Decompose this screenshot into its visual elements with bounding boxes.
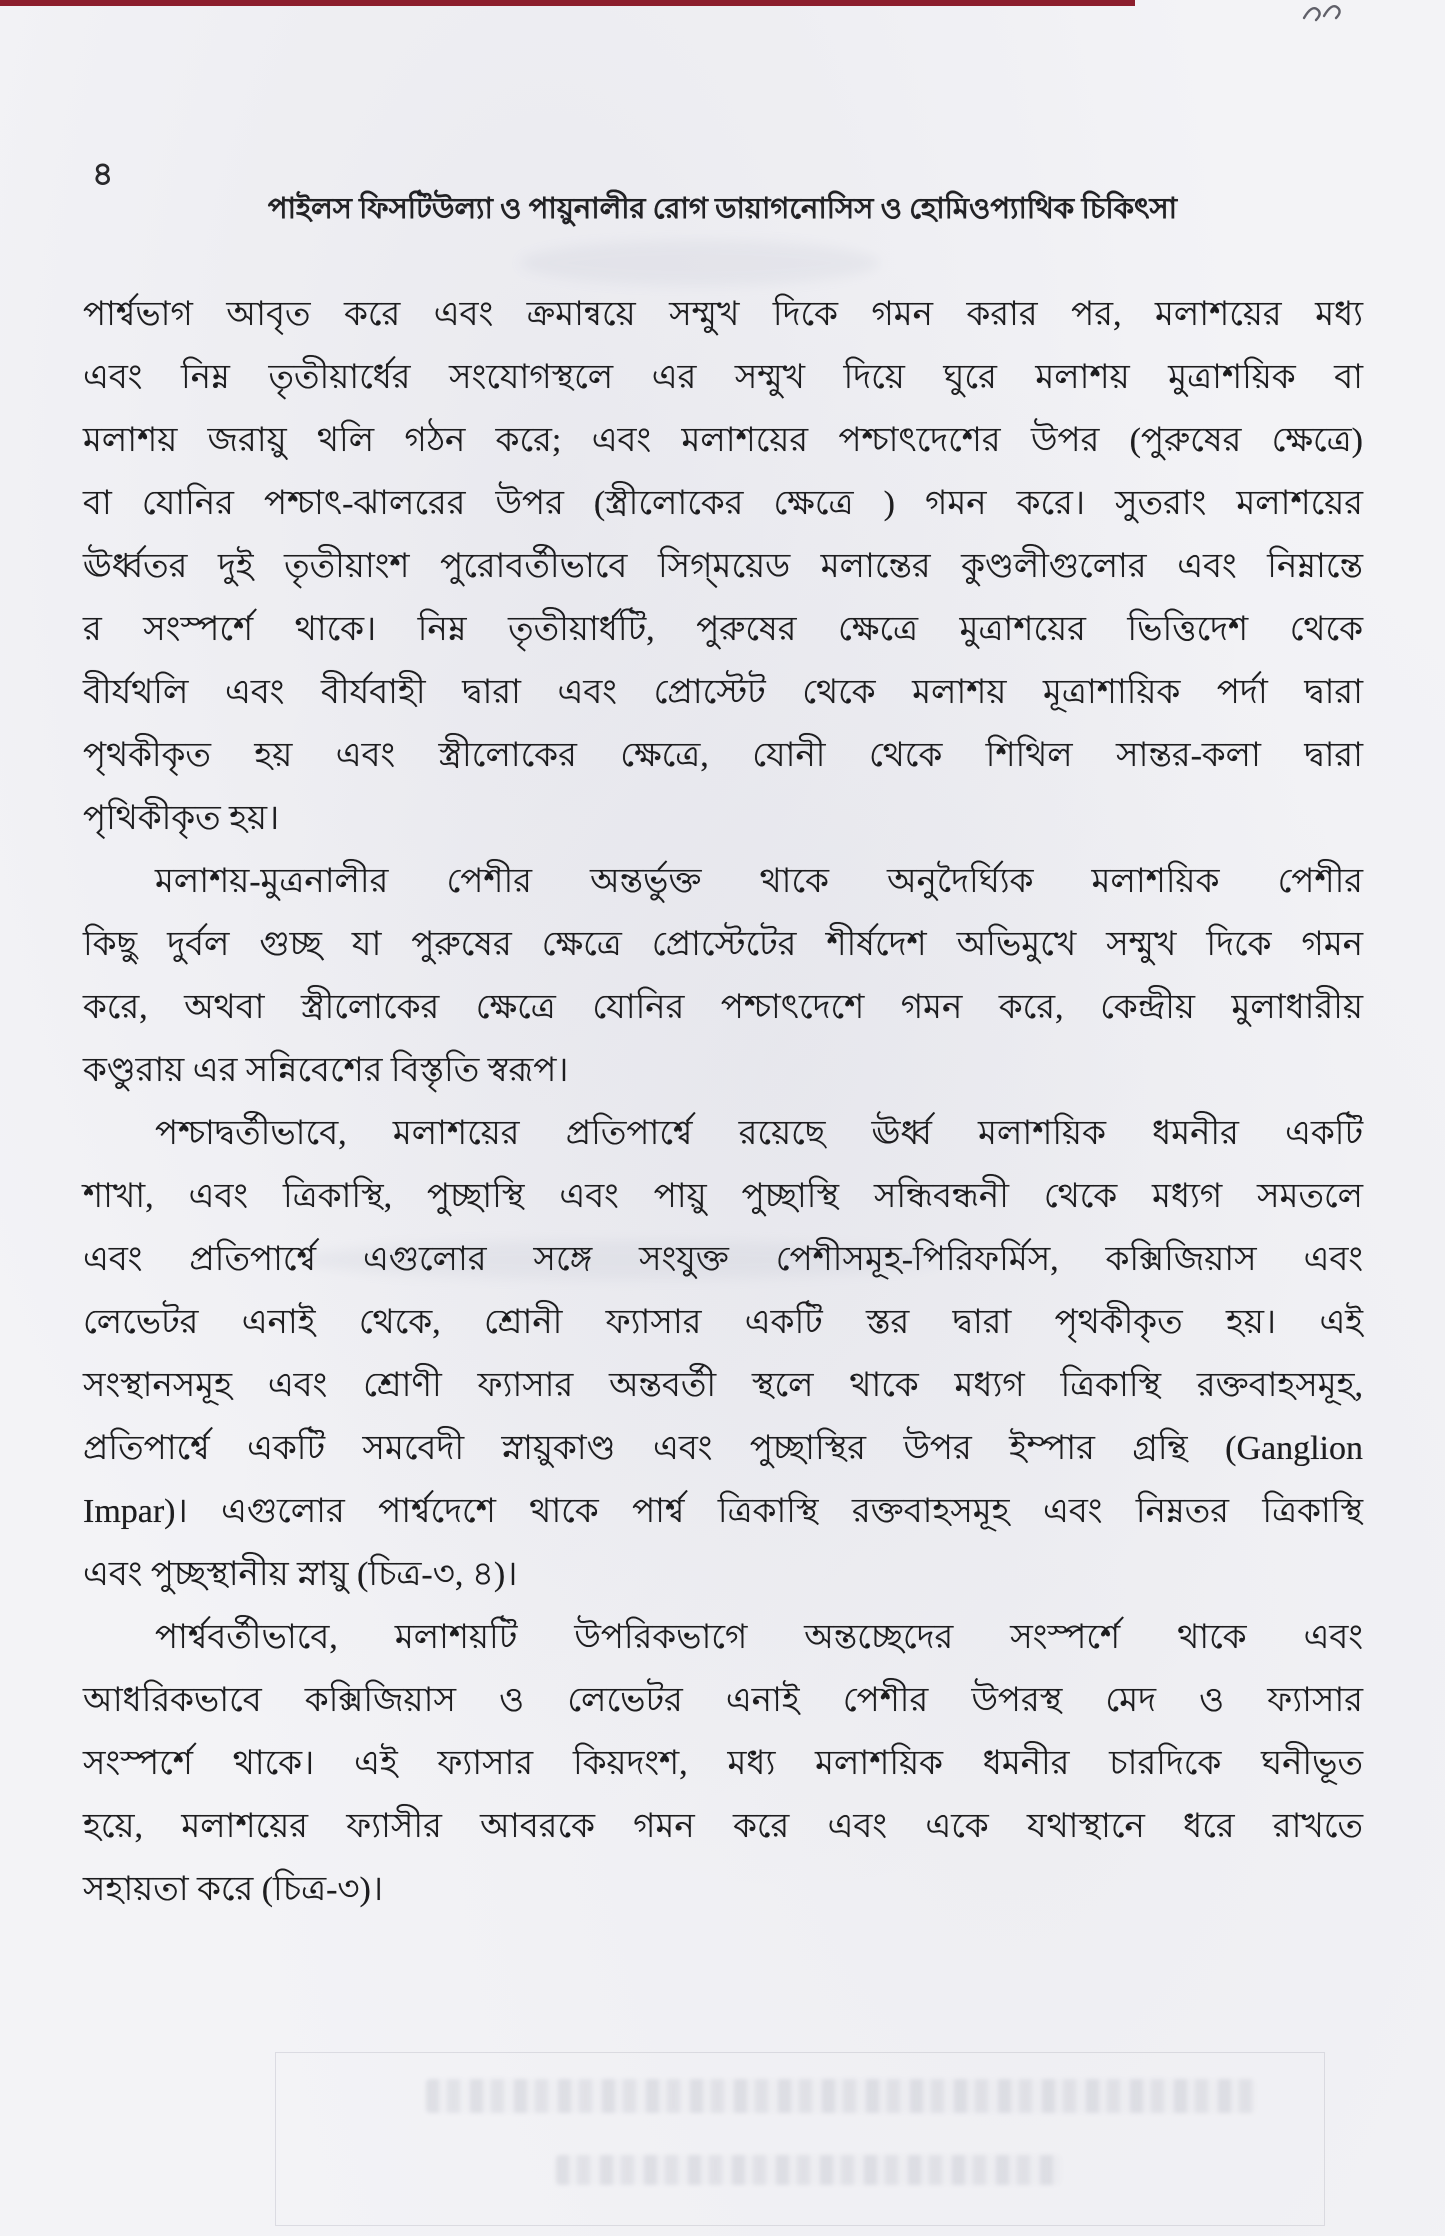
bleed-through-smudge	[520, 240, 880, 286]
bleed-through-line	[426, 2079, 1256, 2113]
text-line: পৃথকীকৃত হয় এবং স্ত্রীলোকের ক্ষেত্রে, যোনী থেকে শিথিল সান্তর-কলা দ্বারা	[83, 737, 1363, 774]
text-line: করে, অথবা স্ত্রীলোকের ক্ষেত্রে যোনির পশ্চাৎদেশে গমন করে, কেন্দ্রীয় মুলাধারীয়	[83, 989, 1363, 1026]
bleed-through-line	[556, 2155, 1061, 2185]
paragraph	[83, 850, 1363, 1102]
scan-edge-strip	[0, 0, 1135, 6]
text-line: বা যোনির পশ্চাৎ-ঝালরের উপর (স্ত্রীলোকের ক্ষেত্রে ) গমন করে। সুতরাং মলাশয়ের	[83, 485, 1363, 522]
text-line: পার্শ্বভাগ আবৃত করে এবং ক্রমান্বয়ে সম্মুখ দিকে গমন করার পর, মলাশয়ের মধ্য	[83, 296, 1363, 333]
text-line: সংস্পর্শে থাকে। এই ফ্যাসার কিয়দংশ, মধ্য মলাশয়িক ধমনীর চারদিকে ঘনীভূত	[83, 1745, 1363, 1782]
text-line: শাখা, এবং ত্রিকাস্থি, পুচ্ছাস্থি এবং পায়ু পুচ্ছাস্থি সন্ধিবন্ধনী থেকে মধ্যগ সমতলে	[83, 1178, 1363, 1215]
bleed-through-artifact	[275, 2052, 1325, 2226]
text-line: কিছু দুর্বল গুচ্ছ যা পুরুষের ক্ষেত্রে প্রোস্টেটের শীর্ষদেশ অভিমুখে সম্মুখ দিকে গমন	[83, 926, 1363, 963]
text-line: পৃথিকীকৃত হয়।	[83, 800, 280, 837]
paragraph	[83, 283, 1363, 850]
text-line: এবং প্রতিপার্শ্বে এগুলোর সঙ্গে সংযুক্ত পেশীসমূহ-পিরিফর্মিস, কক্সিজিয়াস এবং	[83, 1241, 1363, 1278]
text-line: লেভেটর এনাই থেকে, শ্রোনী ফ্যাসার একটি স্তর দ্বারা পৃথকীকৃত হয়। এই	[83, 1304, 1363, 1341]
text-line: মলাশয়-মুত্রনালীর পেশীর অন্তর্ভুক্ত থাকে অনুদৈর্ঘ্যিক মলাশয়িক পেশীর	[155, 863, 1363, 900]
text-line: সহায়তা করে (চিত্র-৩)।	[83, 1871, 384, 1908]
text-line: এবং পুচ্ছস্থানীয় স্নায়ু (চিত্র-৩, ৪)।	[83, 1556, 518, 1593]
text-line: বীর্যথলি এবং বীর্যবাহী দ্বারা এবং প্রোস্টেট থেকে মলাশয় মূত্রাশায়িক পর্দা দ্বারা	[83, 674, 1363, 711]
text-line: এবং নিম্ন তৃতীয়ার্ধের সংযোগস্থলে এর সম্মুখ দিয়ে ঘুরে মলাশয় মুত্রাশয়িক বা	[83, 359, 1363, 396]
text-line: পার্শ্ববর্তীভাবে, মলাশয়টি উপরিকভাগে অন্তচ্ছেদের সংস্পর্শে থাকে এবং	[155, 1619, 1363, 1656]
paragraph	[83, 1606, 1363, 1921]
text-line: র সংস্পর্শে থাকে। নিম্ন তৃতীয়ার্ধটি, পুরুষের ক্ষেত্রে মুত্রাশয়ের ভিত্তিদেশ থেকে	[83, 611, 1363, 648]
running-header: পাইলস ফিসটিউল্যা ও পায়ুনালীর রোগ ডায়াগনোসিস ও হোমিওপ্যাথিক চিকিৎসা	[267, 193, 1178, 225]
text-line: পশ্চাদ্বর্তীভাবে, মলাশয়ের প্রতিপার্শ্বে রয়েছে ঊর্ধ্ব মলাশয়িক ধমনীর একটি	[155, 1115, 1363, 1152]
body-text	[83, 283, 1363, 1921]
pen-mark	[1298, 0, 1350, 26]
text-line: কণ্ডুরায় এর সন্নিবেশের বিস্তৃতি স্বরূপ।	[83, 1052, 569, 1089]
text-line: আধরিকভাবে কক্সিজিয়াস ও লেভেটর এনাই পেশীর উপরস্থ মেদ ও ফ্যাসার	[83, 1682, 1363, 1719]
text-line: ঊর্ধ্বতর দুই তৃতীয়াংশ পুরোবর্তীভাবে সিগ্‌ময়েড মলান্তের কুণ্ডলীগুলোর এবং নিম্নান্তে	[83, 548, 1363, 585]
text-line: Impar)। এগুলোর পার্শ্বদেশে থাকে পার্শ্ব ত্রিকাস্থি রক্তবাহসমূহ এবং নিম্নতর ত্রিকাস্থি	[83, 1493, 1363, 1530]
page-number: ৪	[92, 157, 115, 193]
paragraph	[83, 1102, 1363, 1606]
text-line: মলাশয় জরায়ু থলি গঠন করে; এবং মলাশয়ের পশ্চাৎদেশের উপর (পুরুষের ক্ষেত্রে)	[83, 422, 1363, 459]
text-line: সংস্থানসমূহ এবং শ্রোণী ফ্যাসার অন্তবর্তী স্থলে থাকে মধ্যগ ত্রিকাস্থি রক্তবাহসমূহ,	[83, 1367, 1363, 1404]
text-line: হয়ে, মলাশয়ের ফ্যাসীর আবরকে গমন করে এবং একে যথাস্থানে ধরে রাখতে	[83, 1808, 1363, 1845]
text-line: প্রতিপার্শ্বে একটি সমবেদী স্নায়ুকাণ্ড এবং পুচ্ছাস্থির উপর ইম্পার গ্রন্থি (Ganglion	[83, 1430, 1363, 1467]
